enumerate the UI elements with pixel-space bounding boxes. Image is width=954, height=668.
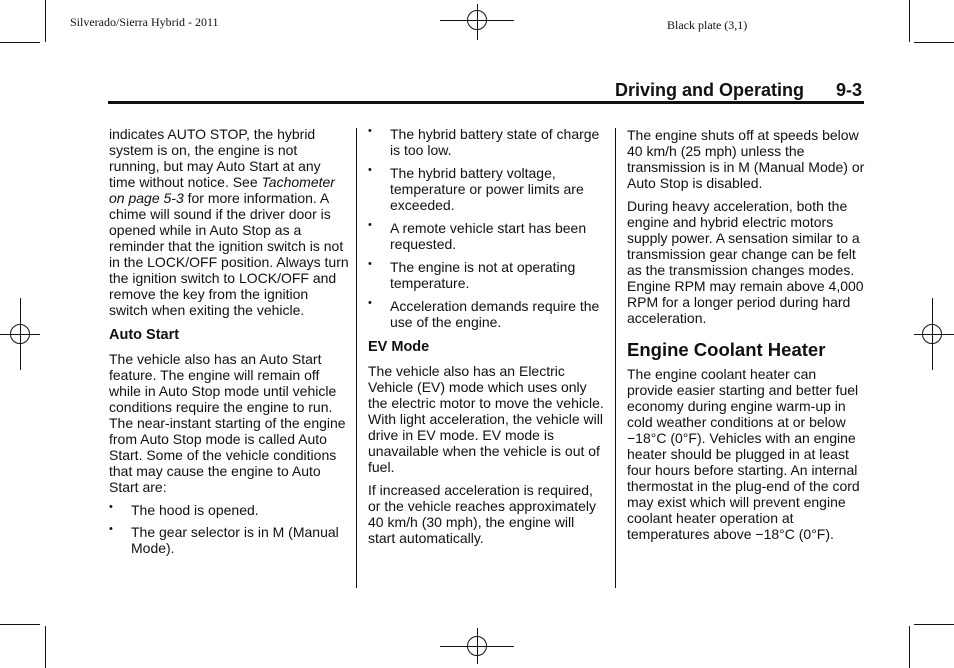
heading-auto-start: Auto Start [109,327,180,343]
paragraph: If increased acceleration is required, or the vehicle reaches approximately 40 km/h (30 mph), the engine will start automatically. [368,482,597,546]
crop-mark [914,42,954,43]
crop-mark [914,624,954,625]
bullet-icon: • [109,501,113,513]
column-divider [356,128,357,588]
paragraph: The vehicle also has an Electric Vehicle (EV) mode which uses only the electric motor to move the vehicle. With light acceleration, the vehicle will drive in EV mode. EV mode is unavailable when the vehicle is out of fuel. [368,363,604,475]
paragraph: indicates AUTO STOP, the hybrid system is on, the engine is not running, but may Auto Start at any time without notice. See Tachometer on page 5-3 for more information. A chime will sound if the driver door is opened while in Auto Stop as a reminder that the ignition switch is not in the LOCK/OFF position. Always turn the ignition switch to LOCK/OFF and remove the key from the ignition switch when exiting the vehicle. [109,126,349,318]
bullet-icon: • [368,219,372,231]
list-item: • The hybrid battery voltage, temperature or power limits are exceeded. [368,164,584,213]
bullet-icon: • [368,125,372,137]
bullet-icon: • [368,297,372,309]
section-title: Driving and Operating [614,80,804,100]
paragraph: The engine coolant heater can provide easier starting and better fuel economy during engine warm-up in cold weather conditions at or below −18°C (0°F). Vehicles with an engine heater should be plugged in at least four hours before starting. An internal thermostat in the plug-end of the cord may exist which will prevent engine coolant heater operation at temperatures above −18°C (0°F). [627,366,860,542]
paragraph: The engine shuts off at speeds below 40 km/h (25 mph) unless the transmission is in M (Manual Mode) or Auto Stop is disabled. [627,127,865,191]
list-item: • The hybrid battery state of charge is too low. [368,125,600,158]
plate-label: Black plate (3,1) [667,18,748,32]
bullet-icon: • [368,258,372,270]
heading-ev-mode: EV Mode [368,339,430,355]
crop-mark [45,626,46,668]
paragraph: The vehicle also has an Auto Start feature. The engine will remain off while in Auto Stop mode until vehicle conditions require the engine to run. The near-instant starting of the engine from Auto Stop mode is called Auto Start. Some of the vehicle conditions that may cause the engine to Auto Start are: [109,351,346,495]
registration-circle [10,324,30,344]
header-rule [108,101,864,104]
crop-mark [0,624,40,625]
list-item: • The gear selector is in M (Manual Mode). [109,523,339,556]
list-item: • A remote vehicle start has been requested. [368,219,587,252]
list-item: • The hood is opened. [109,501,259,518]
registration-circle [467,10,487,30]
bullet-icon: • [368,164,372,176]
registration-circle [922,324,942,344]
column-1 [109,126,349,562]
bullet-list [109,502,349,556]
bullet-list [368,126,604,330]
crop-mark [909,626,910,668]
document-id: Silverado/Sierra Hybrid - 2011 [70,15,219,29]
crop-mark [909,0,910,42]
registration-circle [467,636,487,656]
list-item: • The engine is not at operating temperature. [368,258,576,291]
list-item: • Acceleration demands require the use of the engine. [368,297,600,330]
bullet-icon: • [109,523,113,535]
cross-reference: Tachometer on page 5-3 [109,174,335,206]
crop-mark [0,42,40,43]
column-3 [627,127,865,549]
page-number: 9-3 [836,80,863,100]
paragraph: During heavy acceleration, both the engine and hybrid electric motors supply power. A sensation similar to a transmission gear change can be felt as the transmission changes modes. Engine RPM may remain above 4,000 RPM for a longer period during hard acceleration. [627,198,864,326]
column-2 [368,126,604,553]
heading-engine-coolant-heater: Engine Coolant Heater [627,339,826,360]
column-divider [615,128,616,588]
crop-mark [45,0,46,42]
